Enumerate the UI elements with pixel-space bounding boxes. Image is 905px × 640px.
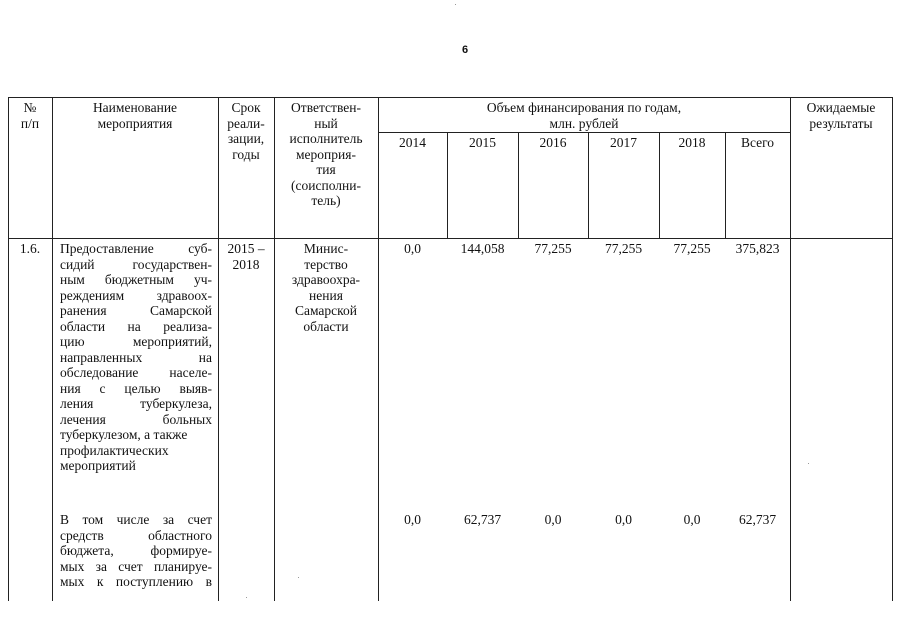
header-results-line: Ожидаемые <box>806 100 876 115</box>
header-num-line: п/п <box>20 115 40 131</box>
row-1-value-2017: 77,255 <box>604 241 643 256</box>
row-1-term <box>218 241 274 272</box>
row-1-name-line: области на реализа- <box>60 318 212 334</box>
header-name-line: мероприятия <box>97 115 173 131</box>
row-2-name <box>60 512 212 590</box>
table-top-border <box>8 97 893 98</box>
row-1-name-line: реждениям здравоох- <box>60 287 212 303</box>
row-1-responsible-line: области <box>303 318 349 334</box>
header-term-line: годы <box>232 146 260 162</box>
row-1-value-2014: 0,0 <box>404 241 421 256</box>
header-responsible-line: (соисполни- <box>291 177 361 193</box>
header-term-line: зации, <box>227 131 265 146</box>
row-2-name-line: мых за счет планируе- <box>60 558 212 574</box>
row-2-value-2015: 62,737 <box>463 512 502 527</box>
header-term-line: Срок <box>231 100 261 115</box>
row-1-name-line: обследование населе- <box>60 365 212 380</box>
header-responsible-line: ный <box>314 115 338 131</box>
row-2-value-2018: 0,0 <box>683 512 701 527</box>
row-1-num: 1.6. <box>19 241 41 256</box>
row-1-value-total: 375,823 <box>735 241 780 256</box>
row-1-name-line: ления туберкулеза, <box>60 396 212 411</box>
scan-speck <box>298 577 299 578</box>
header-name-line: Наименование <box>92 100 178 115</box>
row-1-responsible <box>274 241 378 334</box>
header-results-line: результаты <box>809 115 873 131</box>
row-1-responsible-line: Самарской <box>294 303 358 318</box>
header-year-2015: 2015 <box>469 135 496 150</box>
row-2-name-line: В том числе за счет <box>60 512 212 527</box>
header-responsible-line: тель) <box>311 193 341 208</box>
row-1-term-line: 2018 <box>232 256 260 272</box>
col-border-10 <box>790 97 791 601</box>
row-1-name-line: сидий государствен- <box>60 256 212 272</box>
row-2-value-2016: 0,0 <box>544 512 562 527</box>
header-responsible-line: мероприя- <box>296 146 356 162</box>
row-1-value-2018: 77,255 <box>673 241 711 256</box>
row-1-name-line: ранения Самарской <box>60 303 212 318</box>
row-1-name-line: лечения больных <box>60 411 212 427</box>
row-1-name-line: Предоставление суб- <box>60 241 212 256</box>
row-1-responsible-line: нения <box>309 287 343 303</box>
col-border-1 <box>52 97 53 601</box>
header-funding-title-line: Объем финансирования по годам, <box>486 100 682 115</box>
row-1-name-line: туберкулезом, а также <box>60 427 188 442</box>
row-2-name-line: бюджета, формируе- <box>60 543 212 558</box>
header-year-2016: 2016 <box>539 135 567 150</box>
row-1-name <box>60 241 212 474</box>
header-num-line: № <box>23 100 37 115</box>
row-1-responsible-line: терство <box>304 256 348 272</box>
header-bottom-border <box>8 238 893 239</box>
row-1-responsible-line: Минис- <box>303 241 349 256</box>
header-responsible-line: исполнитель <box>289 131 363 146</box>
row-2-value-2017: 0,0 <box>615 512 632 527</box>
row-1-value-2016: 77,255 <box>534 241 572 256</box>
row-1-value-2015: 144,058 <box>460 241 505 256</box>
header-funding-title <box>378 100 790 131</box>
col-border-0 <box>8 97 9 601</box>
row-1-responsible-line: здравоохра- <box>291 272 361 287</box>
header-responsible-line: Ответствен- <box>291 100 361 115</box>
header-responsible <box>274 100 378 209</box>
row-1-name-line: мероприятий <box>60 458 136 473</box>
scan-speck <box>808 463 809 464</box>
header-year-2018: 2018 <box>678 135 706 150</box>
header-name <box>52 100 218 131</box>
row-2-name-line: мых к поступлению в <box>60 574 212 589</box>
col-border-2 <box>218 97 219 601</box>
header-responsible-line: тия <box>316 162 336 177</box>
row-1-name-line: ным бюджетным уч- <box>60 272 212 287</box>
row-1-name-line: профилактических <box>60 442 169 458</box>
scan-speck <box>455 4 456 5</box>
header-term <box>218 100 274 162</box>
header-results <box>790 100 892 131</box>
row-1-name-line: цию мероприятий, <box>60 334 212 349</box>
header-year-total: Всего <box>740 135 775 150</box>
row-2-value-2014: 0,0 <box>404 512 421 527</box>
header-year-2014: 2014 <box>399 135 426 150</box>
row-2-name-line: средств областного <box>60 527 212 543</box>
funding-subheader-border <box>378 132 790 133</box>
header-num <box>8 100 52 131</box>
header-term-line: реали- <box>227 115 265 131</box>
row-1-name-line: ния с целью выяв- <box>60 380 212 396</box>
header-year-2017: 2017 <box>610 135 637 150</box>
page-number: 6 <box>462 44 469 56</box>
col-border-11 <box>892 97 893 601</box>
row-1-name-line: направленных на <box>60 349 212 365</box>
header-funding-title-line: млн. рублей <box>549 115 619 131</box>
scan-speck <box>246 597 247 598</box>
row-2-value-total: 62,737 <box>738 512 777 527</box>
row-1-term-line: 2015 – <box>227 241 265 256</box>
